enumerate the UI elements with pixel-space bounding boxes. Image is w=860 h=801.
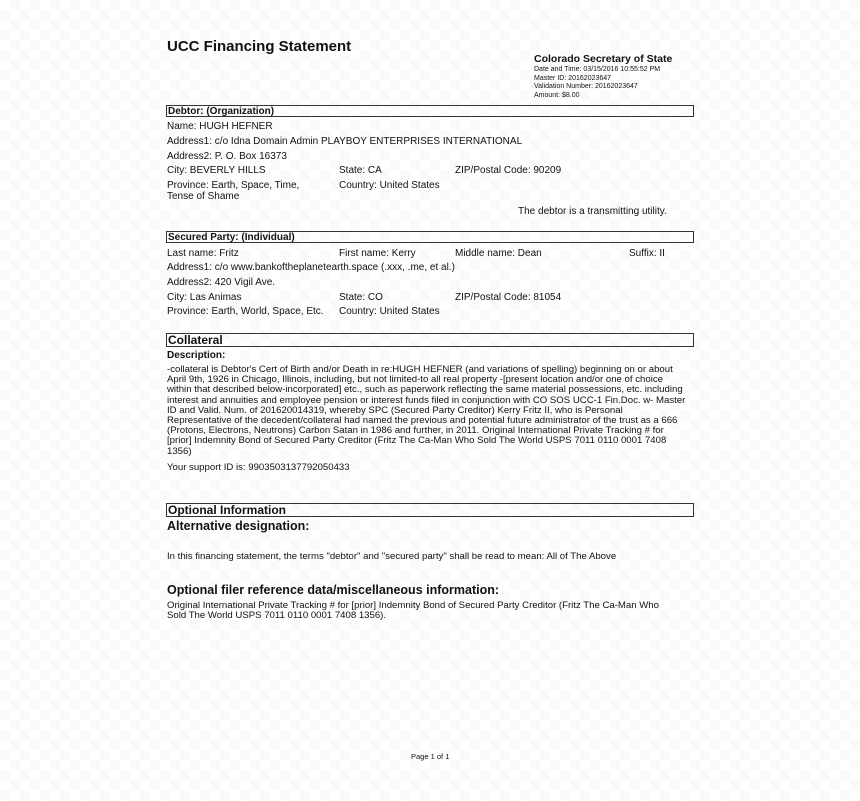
document-title: UCC Financing Statement bbox=[167, 38, 352, 55]
collateral-section-header: Collateral bbox=[166, 333, 694, 347]
secured-party-middle-name: Middle name: Dean bbox=[455, 248, 542, 259]
amount: Amount: $8.00 bbox=[534, 91, 580, 99]
debtor-address1: Address1: c/o Idna Domain Admin PLAYBOY ENTERPRISES INTERNATIONAL bbox=[167, 136, 523, 147]
alternative-designation-text: In this financing statement, the terms "debtor" and "secured party" shall be read to mean: All of The Above bbox=[167, 551, 617, 562]
secured-party-city: City: Las Animas bbox=[167, 292, 242, 303]
debtor-name: Name: HUGH HEFNER bbox=[167, 121, 273, 132]
secured-party-address1: Address1: c/o www.bankoftheplanetearth.space (.xxx, .me, et al.) bbox=[167, 262, 455, 273]
validation-number: Validation Number: 20162023647 bbox=[534, 83, 638, 90]
debtor-state: State: CA bbox=[339, 165, 382, 176]
agency-name: Colorado Secretary of State bbox=[534, 53, 673, 65]
secured-party-country: Country: United States bbox=[339, 306, 440, 317]
secured-party-state: State: CO bbox=[339, 292, 383, 303]
secured-party-last-name: Last name: Fritz bbox=[167, 248, 239, 259]
page-number: Page 1 of 1 bbox=[411, 752, 450, 761]
secured-party-section-header: Secured Party: (Individual) bbox=[166, 231, 694, 243]
master-id: Master ID: 20162023647 bbox=[534, 74, 612, 82]
secured-party-province: Province: Earth, World, Space, Etc. bbox=[167, 306, 324, 317]
optional-info-section-header: Optional Information bbox=[166, 503, 694, 517]
debtor-section-header: Debtor: (Organization) bbox=[166, 105, 694, 117]
secured-party-zip: ZIP/Postal Code: 81054 bbox=[455, 292, 562, 303]
secured-party-address2: Address2: 420 Vigil Ave. bbox=[167, 277, 276, 288]
collateral-description: -collateral is Debtor's Cert of Birth and/or Death in re:HUGH HEFNER (and variations of spelling) beginning on or about April 9th, 1926 in Chicago, Illinois, including, but not limited-to all real property -[present location and/or one of choice within that described below-incorporated] etc., such as paperwork reflecting the same material possessions, etc. including interest and annuities and employee pension or interest funds filed in conjunction with CO SOS UCC-1 Fin.Doc. w- Master ID and Valid. Num. of 201620014319, whereby SPC (Secured Party Creditor) Kerry Fritz II, who is Personal Representative of the decedent/collateral had named the previous and potential future administrator of the trust as a 666 (Protons, Electrons, Neutrons) Carbon Satan in 1986 and further, in 2011. Original International Private Tracking # for [prior] Indemnity Bond of Secured Party Creditor (Fritz The Ca-Man Who Sold The World USPS 7011 0110 0001 7408 1356) bbox=[167, 364, 686, 457]
debtor-note: The debtor is a transmitting utility. bbox=[518, 206, 667, 217]
debtor-province-line2: Tense of Shame bbox=[167, 191, 240, 202]
debtor-zip: ZIP/Postal Code: 90209 bbox=[455, 165, 562, 176]
secured-party-suffix: Suffix: II bbox=[629, 248, 665, 259]
support-id: Your support ID is: 9903503137792050433 bbox=[167, 462, 350, 473]
filing-date-time: Date and Time: 03/15/2016 10:55:52 PM bbox=[534, 66, 661, 73]
collateral-description-label: Description: bbox=[167, 350, 226, 361]
filer-reference-text: Original International Private Tracking # for [prior] Indemnity Bond of Secured Party Creditor (Fritz The Ca-Man Who Sold The World USPS 7011 0110 0001 7408 1356). bbox=[167, 600, 659, 622]
debtor-country: Country: United States bbox=[339, 180, 440, 191]
alternative-designation-heading: Alternative designation: bbox=[167, 519, 310, 533]
debtor-city: City: BEVERLY HILLS bbox=[167, 165, 266, 176]
debtor-address2: Address2: P. O. Box 16373 bbox=[167, 151, 287, 162]
filer-reference-heading: Optional filer reference data/miscellaneous information: bbox=[167, 583, 500, 597]
debtor-province-line1: Province: Earth, Space, Time, bbox=[167, 180, 300, 191]
secured-party-first-name: First name: Kerry bbox=[339, 248, 416, 259]
